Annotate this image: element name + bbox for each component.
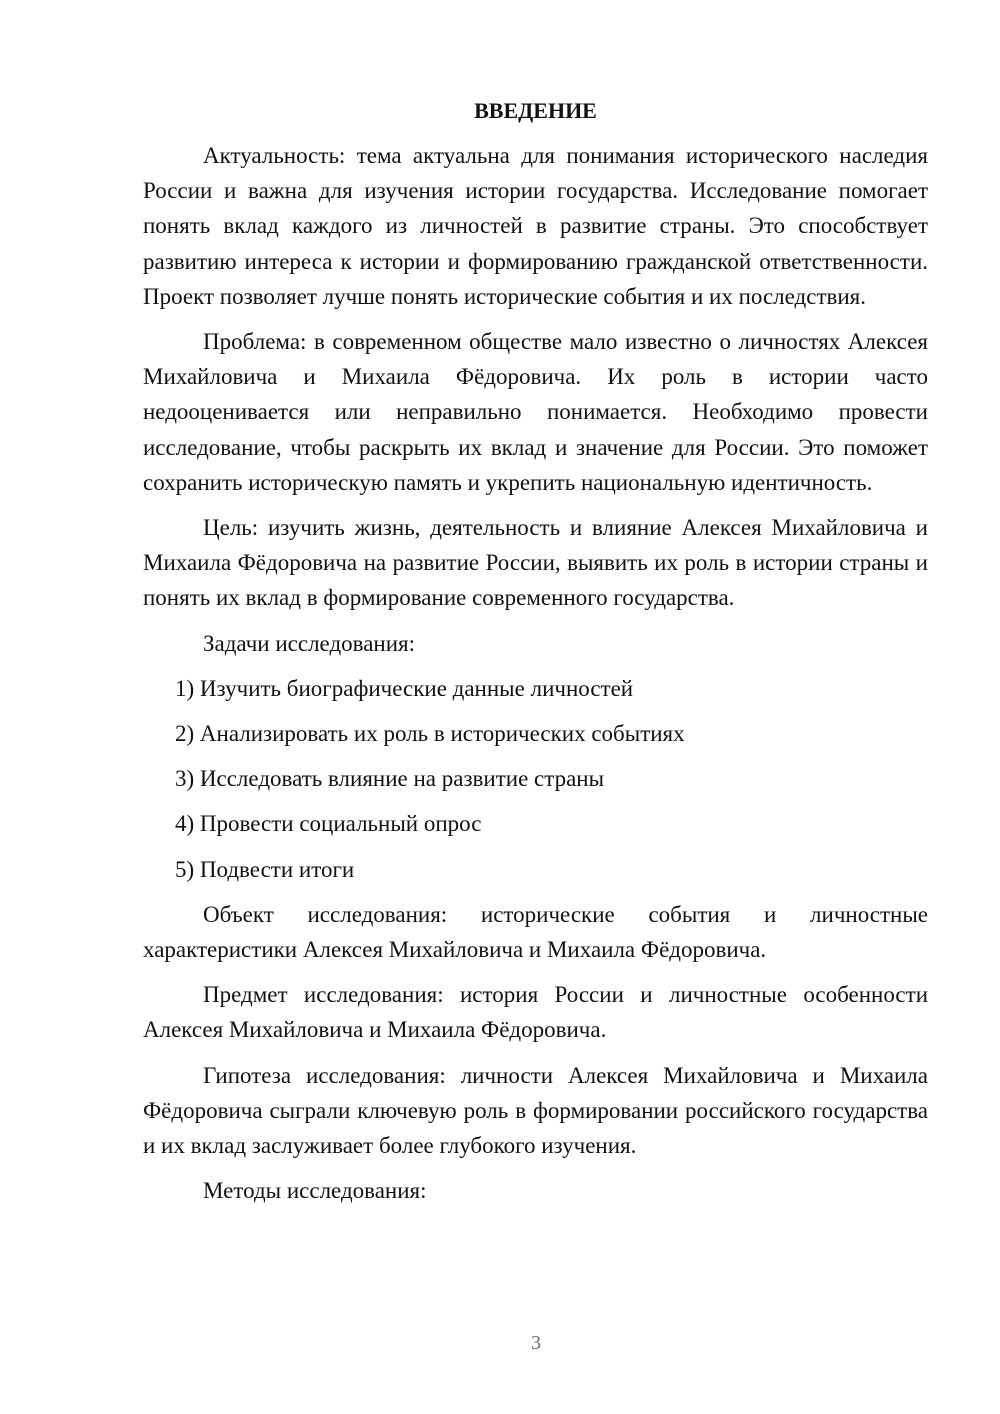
page-content xyxy=(143,96,928,1218)
task-item: 5) Подвести итоги xyxy=(175,856,355,882)
section-heading: ВВЕДЕНИЕ xyxy=(474,98,597,123)
task-item: 1) Изучить биографические данные личностей xyxy=(175,675,634,701)
object-paragraph: Объект исследования: исторические события и личностные характеристики Алексея Михайловича и Михаила Фёдоровича. xyxy=(143,901,928,963)
problem-paragraph: Проблема: в современном обществе мало известно о личностях Алексея Михайловича и Михаила Фёдоровича. Их роль в истории часто недооценивается или неправильно понимается. Необходимо провести исследование, чтобы раскрыть их вклад и значение для России. Это поможет сохранить историческую память и укрепить национальную идентичность. xyxy=(143,329,928,495)
tasks-title: Задачи исследования: xyxy=(203,630,416,656)
goal-paragraph: Цель: изучить жизнь, деятельность и влияние Алексея Михайловича и Михаила Фёдоровича на развитие России, выявить их роль в истории страны и понять их вклад в формирование современного государства. xyxy=(143,515,928,611)
tasks-list xyxy=(143,671,928,887)
page-number: 3 xyxy=(531,1332,541,1354)
task-item: 3) Исследовать влияние на развитие страны xyxy=(175,766,605,792)
task-item: 2) Анализировать их роль в исторических событиях xyxy=(175,721,685,747)
hypothesis-paragraph: Гипотеза исследования: личности Алексея Михайловича и Михаила Фёдоровича сыграли ключевую роль в формировании российского государства и их вклад заслуживает более глубокого изучения. xyxy=(143,1062,928,1159)
methods-title: Методы исследования: xyxy=(203,1178,427,1204)
task-item: 4) Провести социальный опрос xyxy=(175,811,482,837)
subject-paragraph: Предмет исследования: история России и личностные особенности Алексея Михайловича и Михаила Фёдоровича. xyxy=(143,982,928,1043)
relevance-paragraph: Актуальность: тема актуальна для понимания исторического наследия России и важна для изучения истории государства. Исследование помогает понять вклад каждого из личностей в развитие страны. Это способствует развитию интереса к истории и формированию гражданской ответственности. Проект позволяет лучше понять исторические события и их последствия. xyxy=(143,143,928,309)
